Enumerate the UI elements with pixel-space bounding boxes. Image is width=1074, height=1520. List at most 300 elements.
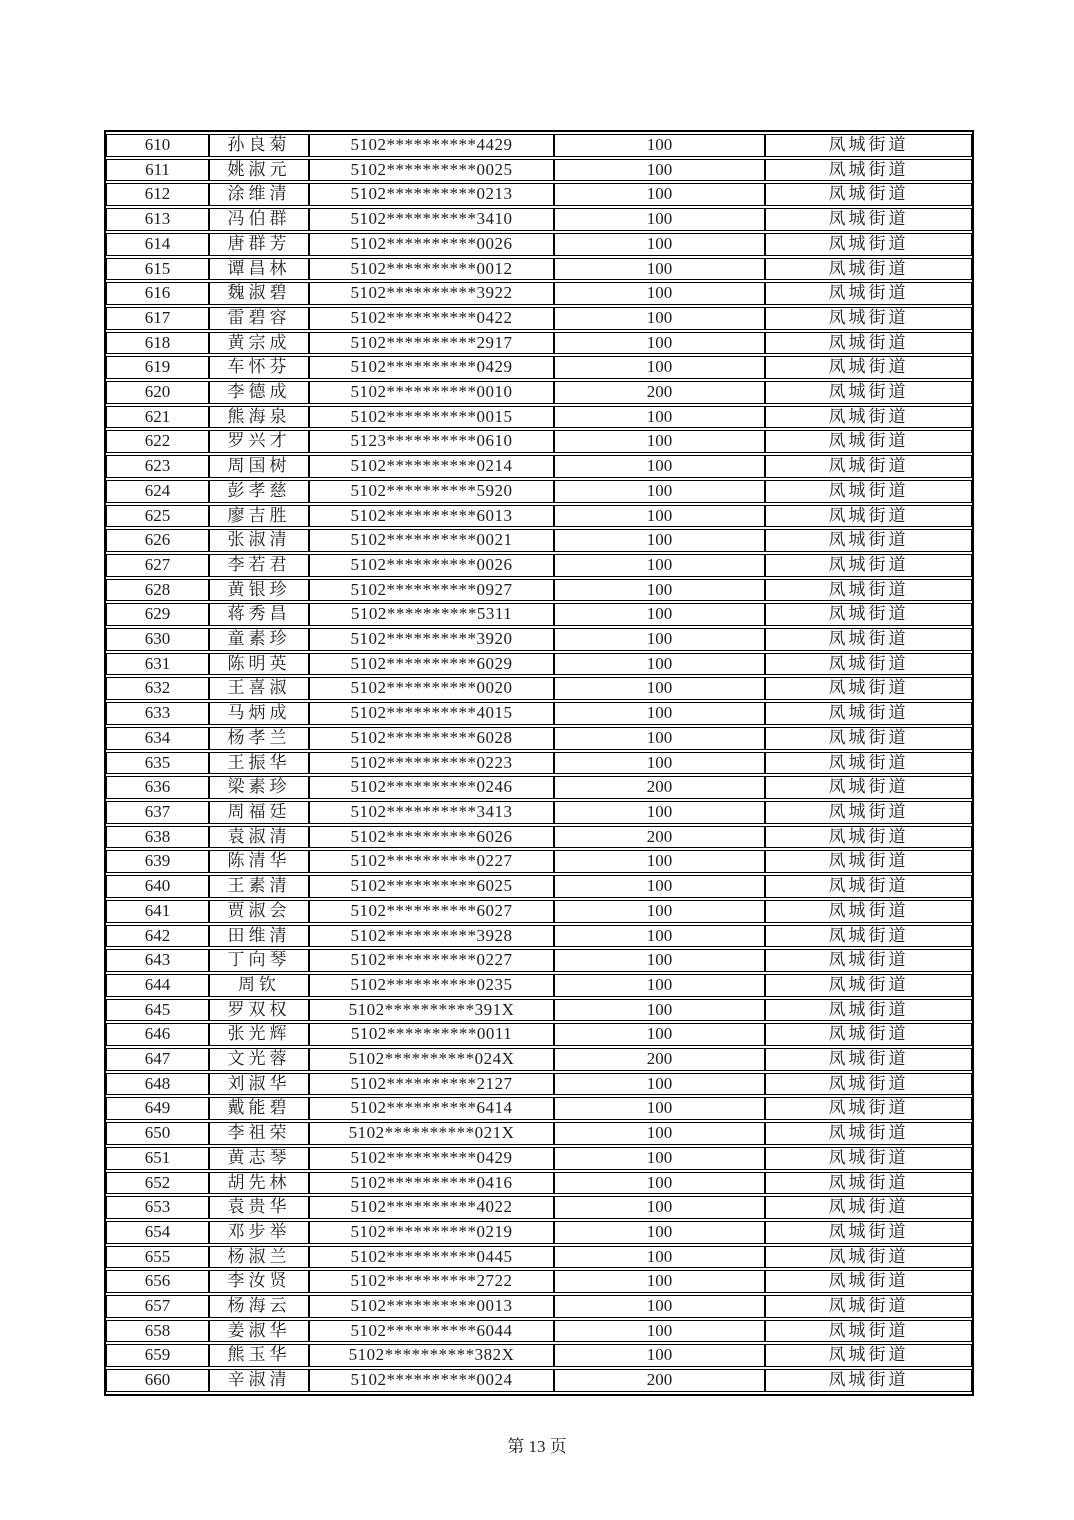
cell-amount: 100: [554, 900, 765, 923]
cell-id-number: 5102**********6025: [309, 875, 554, 898]
table-row: [106, 826, 972, 849]
cell-serial-number: 648: [106, 1073, 209, 1096]
cell-id-number: 5102**********6026: [309, 826, 554, 849]
cell-serial-number: 654: [106, 1221, 209, 1244]
cell-person-name: 熊玉华: [209, 1344, 309, 1367]
cell-district: 凤城街道: [765, 406, 972, 429]
table-row: [106, 258, 972, 281]
cell-id-number: 5102**********6414: [309, 1097, 554, 1120]
cell-id-number: 5102**********0010: [309, 381, 554, 404]
table-row: [106, 1023, 972, 1046]
cell-serial-number: 612: [106, 183, 209, 206]
cell-serial-number: 656: [106, 1270, 209, 1293]
cell-district: 凤城街道: [765, 1147, 972, 1170]
cell-amount: 100: [554, 579, 765, 602]
cell-person-name: 戴能碧: [209, 1097, 309, 1120]
table-row: [106, 233, 972, 256]
cell-person-name: 蒋秀昌: [209, 603, 309, 626]
cell-district: 凤城街道: [765, 850, 972, 873]
cell-district: 凤城街道: [765, 727, 972, 750]
table-row: [106, 1073, 972, 1096]
cell-serial-number: 614: [106, 233, 209, 256]
cell-amount: 100: [554, 1122, 765, 1145]
cell-serial-number: 659: [106, 1344, 209, 1367]
cell-amount: 100: [554, 455, 765, 478]
cell-serial-number: 652: [106, 1172, 209, 1195]
cell-amount: 100: [554, 801, 765, 824]
cell-amount: 100: [554, 1295, 765, 1318]
roster-body: [106, 134, 972, 1392]
cell-person-name: 辛淑清: [209, 1369, 309, 1392]
cell-person-name: 王素清: [209, 875, 309, 898]
cell-amount: 200: [554, 1369, 765, 1392]
cell-serial-number: 655: [106, 1246, 209, 1269]
cell-amount: 200: [554, 826, 765, 849]
table-row: [106, 1122, 972, 1145]
cell-amount: 100: [554, 875, 765, 898]
cell-id-number: 5102**********0020: [309, 677, 554, 700]
cell-district: 凤城街道: [765, 925, 972, 948]
cell-district: 凤城街道: [765, 307, 972, 330]
cell-district: 凤城街道: [765, 233, 972, 256]
cell-id-number: 5102**********0026: [309, 233, 554, 256]
table-row: [106, 999, 972, 1022]
cell-amount: 100: [554, 1221, 765, 1244]
cell-id-number: 5102**********0422: [309, 307, 554, 330]
cell-person-name: 邓步举: [209, 1221, 309, 1244]
cell-district: 凤城街道: [765, 1246, 972, 1269]
cell-amount: 200: [554, 381, 765, 404]
table-row: [106, 653, 972, 676]
cell-person-name: 周国树: [209, 455, 309, 478]
cell-person-name: 熊海泉: [209, 406, 309, 429]
table-row: [106, 949, 972, 972]
cell-person-name: 胡先林: [209, 1172, 309, 1195]
cell-serial-number: 635: [106, 752, 209, 775]
table-row: [106, 1172, 972, 1195]
cell-id-number: 5102**********0214: [309, 455, 554, 478]
cell-id-number: 5102**********6027: [309, 900, 554, 923]
table-row: [106, 677, 972, 700]
cell-id-number: 5102**********0024: [309, 1369, 554, 1392]
cell-person-name: 彭孝慈: [209, 480, 309, 503]
cell-person-name: 袁贵华: [209, 1196, 309, 1219]
table-row: [106, 282, 972, 305]
cell-amount: 100: [554, 332, 765, 355]
cell-person-name: 童素珍: [209, 628, 309, 651]
cell-id-number: 5102**********0213: [309, 183, 554, 206]
cell-serial-number: 653: [106, 1196, 209, 1219]
table-row: [106, 505, 972, 528]
cell-id-number: 5102**********0013: [309, 1295, 554, 1318]
cell-district: 凤城街道: [765, 159, 972, 182]
cell-district: 凤城街道: [765, 653, 972, 676]
cell-amount: 100: [554, 1270, 765, 1293]
cell-person-name: 涂维清: [209, 183, 309, 206]
cell-district: 凤城街道: [765, 949, 972, 972]
cell-serial-number: 645: [106, 999, 209, 1022]
cell-id-number: 5102**********0026: [309, 554, 554, 577]
cell-id-number: 5102**********0416: [309, 1172, 554, 1195]
cell-district: 凤城街道: [765, 1023, 972, 1046]
cell-amount: 100: [554, 1023, 765, 1046]
cell-serial-number: 624: [106, 480, 209, 503]
cell-district: 凤城街道: [765, 1073, 972, 1096]
cell-serial-number: 621: [106, 406, 209, 429]
cell-serial-number: 647: [106, 1048, 209, 1071]
cell-district: 凤城街道: [765, 1369, 972, 1392]
cell-serial-number: 657: [106, 1295, 209, 1318]
page-footer: [0, 1432, 1074, 1457]
cell-person-name: 袁淑清: [209, 826, 309, 849]
table-row: [106, 628, 972, 651]
cell-serial-number: 617: [106, 307, 209, 330]
cell-id-number: 5102**********0429: [309, 1147, 554, 1170]
cell-district: 凤城街道: [765, 183, 972, 206]
cell-amount: 100: [554, 233, 765, 256]
cell-amount: 100: [554, 282, 765, 305]
cell-amount: 100: [554, 1073, 765, 1096]
cell-person-name: 雷碧容: [209, 307, 309, 330]
cell-id-number: 5102**********024X: [309, 1048, 554, 1071]
cell-district: 凤城街道: [765, 826, 972, 849]
cell-district: 凤城街道: [765, 332, 972, 355]
roster-table: [104, 130, 974, 1396]
table-row: [106, 752, 972, 775]
cell-serial-number: 638: [106, 826, 209, 849]
cell-id-number: 5102**********0015: [309, 406, 554, 429]
cell-person-name: 黄宗成: [209, 332, 309, 355]
cell-district: 凤城街道: [765, 1172, 972, 1195]
cell-amount: 100: [554, 949, 765, 972]
cell-amount: 100: [554, 356, 765, 379]
cell-person-name: 李德成: [209, 381, 309, 404]
table-row: [106, 875, 972, 898]
cell-district: 凤城街道: [765, 381, 972, 404]
cell-id-number: 5102**********0012: [309, 258, 554, 281]
cell-serial-number: 618: [106, 332, 209, 355]
cell-id-number: 5102**********3928: [309, 925, 554, 948]
cell-serial-number: 630: [106, 628, 209, 651]
cell-district: 凤城街道: [765, 529, 972, 552]
table-row: [106, 159, 972, 182]
cell-id-number: 5102**********0927: [309, 579, 554, 602]
cell-amount: 100: [554, 1147, 765, 1170]
cell-district: 凤城街道: [765, 134, 972, 157]
cell-person-name: 陈清华: [209, 850, 309, 873]
cell-person-name: 魏淑碧: [209, 282, 309, 305]
cell-id-number: 5102**********6028: [309, 727, 554, 750]
cell-serial-number: 616: [106, 282, 209, 305]
cell-amount: 100: [554, 1172, 765, 1195]
cell-id-number: 5102**********6044: [309, 1320, 554, 1343]
table-row: [106, 603, 972, 626]
cell-amount: 100: [554, 1344, 765, 1367]
cell-serial-number: 642: [106, 925, 209, 948]
cell-serial-number: 631: [106, 653, 209, 676]
cell-id-number: 5102**********4429: [309, 134, 554, 157]
cell-person-name: 周钦: [209, 974, 309, 997]
cell-serial-number: 629: [106, 603, 209, 626]
cell-district: 凤城街道: [765, 628, 972, 651]
cell-district: 凤城街道: [765, 505, 972, 528]
cell-district: 凤城街道: [765, 999, 972, 1022]
cell-district: 凤城街道: [765, 1122, 972, 1145]
cell-serial-number: 639: [106, 850, 209, 873]
cell-serial-number: 627: [106, 554, 209, 577]
table-row: [106, 850, 972, 873]
cell-amount: 100: [554, 1097, 765, 1120]
cell-person-name: 陈明英: [209, 653, 309, 676]
table-row: [106, 480, 972, 503]
cell-person-name: 张光辉: [209, 1023, 309, 1046]
cell-amount: 100: [554, 258, 765, 281]
cell-serial-number: 637: [106, 801, 209, 824]
cell-person-name: 马炳成: [209, 702, 309, 725]
table-row: [106, 1196, 972, 1219]
cell-serial-number: 643: [106, 949, 209, 972]
cell-district: 凤城街道: [765, 603, 972, 626]
cell-serial-number: 649: [106, 1097, 209, 1120]
cell-person-name: 贾淑会: [209, 900, 309, 923]
cell-serial-number: 632: [106, 677, 209, 700]
table-row: [106, 1147, 972, 1170]
cell-person-name: 车怀芬: [209, 356, 309, 379]
table-row: [106, 801, 972, 824]
cell-amount: 100: [554, 1196, 765, 1219]
cell-person-name: 黄银珍: [209, 579, 309, 602]
cell-amount: 100: [554, 752, 765, 775]
cell-district: 凤城街道: [765, 1221, 972, 1244]
cell-district: 凤城街道: [765, 258, 972, 281]
cell-person-name: 廖吉胜: [209, 505, 309, 528]
cell-amount: 100: [554, 554, 765, 577]
cell-serial-number: 615: [106, 258, 209, 281]
cell-serial-number: 640: [106, 875, 209, 898]
table-row: [106, 1246, 972, 1269]
cell-district: 凤城街道: [765, 1344, 972, 1367]
cell-id-number: 5102**********382X: [309, 1344, 554, 1367]
cell-id-number: 5102**********3920: [309, 628, 554, 651]
cell-serial-number: 610: [106, 134, 209, 157]
cell-person-name: 姚淑元: [209, 159, 309, 182]
cell-id-number: 5102**********391X: [309, 999, 554, 1022]
cell-id-number: 5102**********2127: [309, 1073, 554, 1096]
cell-id-number: 5102**********6029: [309, 653, 554, 676]
cell-person-name: 谭昌林: [209, 258, 309, 281]
cell-amount: 100: [554, 1246, 765, 1269]
cell-person-name: 黄志琴: [209, 1147, 309, 1170]
cell-person-name: 王振华: [209, 752, 309, 775]
cell-district: 凤城街道: [765, 1048, 972, 1071]
table-row: [106, 529, 972, 552]
cell-amount: 100: [554, 603, 765, 626]
cell-amount: 100: [554, 653, 765, 676]
cell-person-name: 杨孝兰: [209, 727, 309, 750]
table-row: [106, 356, 972, 379]
cell-id-number: 5102**********0227: [309, 949, 554, 972]
cell-amount: 100: [554, 430, 765, 453]
cell-id-number: 5102**********0445: [309, 1246, 554, 1269]
cell-id-number: 5102**********0429: [309, 356, 554, 379]
cell-person-name: 李祖荣: [209, 1122, 309, 1145]
cell-id-number: 5102**********0219: [309, 1221, 554, 1244]
cell-person-name: 罗双权: [209, 999, 309, 1022]
cell-person-name: 周福廷: [209, 801, 309, 824]
cell-serial-number: 644: [106, 974, 209, 997]
cell-amount: 100: [554, 1320, 765, 1343]
table-row: [106, 727, 972, 750]
cell-serial-number: 611: [106, 159, 209, 182]
cell-district: 凤城街道: [765, 554, 972, 577]
cell-amount: 100: [554, 999, 765, 1022]
cell-district: 凤城街道: [765, 579, 972, 602]
cell-id-number: 5102**********6013: [309, 505, 554, 528]
cell-amount: 100: [554, 974, 765, 997]
cell-amount: 100: [554, 850, 765, 873]
cell-serial-number: 636: [106, 776, 209, 799]
cell-id-number: 5102**********0011: [309, 1023, 554, 1046]
cell-district: 凤城街道: [765, 875, 972, 898]
cell-person-name: 王喜淑: [209, 677, 309, 700]
table-row: [106, 183, 972, 206]
cell-id-number: 5102**********5920: [309, 480, 554, 503]
cell-id-number: 5102**********3413: [309, 801, 554, 824]
table-row: [106, 579, 972, 602]
table-row: [106, 1344, 972, 1367]
cell-amount: 100: [554, 208, 765, 231]
cell-amount: 100: [554, 480, 765, 503]
cell-person-name: 丁向琴: [209, 949, 309, 972]
cell-person-name: 杨淑兰: [209, 1246, 309, 1269]
cell-person-name: 李汝贤: [209, 1270, 309, 1293]
cell-id-number: 5102**********2722: [309, 1270, 554, 1293]
cell-amount: 100: [554, 628, 765, 651]
cell-district: 凤城街道: [765, 702, 972, 725]
cell-district: 凤城街道: [765, 801, 972, 824]
cell-district: 凤城街道: [765, 900, 972, 923]
cell-id-number: 5102**********0021: [309, 529, 554, 552]
cell-serial-number: 623: [106, 455, 209, 478]
cell-id-number: 5102**********0227: [309, 850, 554, 873]
cell-district: 凤城街道: [765, 480, 972, 503]
cell-person-name: 李若君: [209, 554, 309, 577]
cell-person-name: 刘淑华: [209, 1073, 309, 1096]
cell-id-number: 5102**********4015: [309, 702, 554, 725]
cell-district: 凤城街道: [765, 455, 972, 478]
page-number-label: 第 13 页: [507, 1437, 567, 1456]
cell-serial-number: 646: [106, 1023, 209, 1046]
table-row: [106, 430, 972, 453]
table-row: [106, 554, 972, 577]
cell-amount: 100: [554, 134, 765, 157]
cell-person-name: 冯伯群: [209, 208, 309, 231]
cell-person-name: 姜淑华: [209, 1320, 309, 1343]
cell-amount: 200: [554, 776, 765, 799]
cell-person-name: 田维清: [209, 925, 309, 948]
cell-id-number: 5102**********5311: [309, 603, 554, 626]
table-row: [106, 381, 972, 404]
cell-amount: 100: [554, 183, 765, 206]
table-row: [106, 776, 972, 799]
cell-district: 凤城街道: [765, 282, 972, 305]
cell-id-number: 5102**********3922: [309, 282, 554, 305]
cell-serial-number: 650: [106, 1122, 209, 1145]
cell-serial-number: 626: [106, 529, 209, 552]
cell-serial-number: 628: [106, 579, 209, 602]
table-row: [106, 1295, 972, 1318]
table-row: [106, 900, 972, 923]
table-row: [106, 925, 972, 948]
table-row: [106, 1048, 972, 1071]
cell-serial-number: 634: [106, 727, 209, 750]
cell-serial-number: 651: [106, 1147, 209, 1170]
cell-id-number: 5102**********3410: [309, 208, 554, 231]
cell-id-number: 5123**********0610: [309, 430, 554, 453]
cell-person-name: 孙良菊: [209, 134, 309, 157]
cell-id-number: 5102**********0025: [309, 159, 554, 182]
cell-district: 凤城街道: [765, 974, 972, 997]
cell-amount: 100: [554, 702, 765, 725]
cell-person-name: 张淑清: [209, 529, 309, 552]
cell-district: 凤城街道: [765, 677, 972, 700]
cell-district: 凤城街道: [765, 1097, 972, 1120]
cell-id-number: 5102**********021X: [309, 1122, 554, 1145]
cell-person-name: 罗兴才: [209, 430, 309, 453]
cell-person-name: 文光蓉: [209, 1048, 309, 1071]
cell-amount: 100: [554, 505, 765, 528]
cell-serial-number: 622: [106, 430, 209, 453]
cell-amount: 100: [554, 925, 765, 948]
cell-district: 凤城街道: [765, 430, 972, 453]
cell-district: 凤城街道: [765, 1270, 972, 1293]
cell-person-name: 梁素珍: [209, 776, 309, 799]
cell-id-number: 5102**********0223: [309, 752, 554, 775]
cell-district: 凤城街道: [765, 1320, 972, 1343]
cell-district: 凤城街道: [765, 776, 972, 799]
cell-amount: 100: [554, 677, 765, 700]
table-row: [106, 1270, 972, 1293]
cell-id-number: 5102**********2917: [309, 332, 554, 355]
table-row: [106, 1221, 972, 1244]
table-row: [106, 1097, 972, 1120]
cell-id-number: 5102**********0235: [309, 974, 554, 997]
cell-amount: 100: [554, 307, 765, 330]
cell-amount: 100: [554, 529, 765, 552]
table-row: [106, 134, 972, 157]
cell-district: 凤城街道: [765, 1295, 972, 1318]
cell-amount: 100: [554, 406, 765, 429]
cell-serial-number: 620: [106, 381, 209, 404]
cell-district: 凤城街道: [765, 208, 972, 231]
table-row: [106, 208, 972, 231]
cell-district: 凤城街道: [765, 1196, 972, 1219]
cell-district: 凤城街道: [765, 356, 972, 379]
cell-serial-number: 613: [106, 208, 209, 231]
table-row: [106, 332, 972, 355]
cell-district: 凤城街道: [765, 752, 972, 775]
cell-amount: 100: [554, 159, 765, 182]
table-row: [106, 455, 972, 478]
table-row: [106, 1369, 972, 1392]
cell-id-number: 5102**********4022: [309, 1196, 554, 1219]
cell-serial-number: 619: [106, 356, 209, 379]
cell-serial-number: 658: [106, 1320, 209, 1343]
cell-serial-number: 660: [106, 1369, 209, 1392]
cell-person-name: 杨海云: [209, 1295, 309, 1318]
cell-serial-number: 633: [106, 702, 209, 725]
table-row: [106, 974, 972, 997]
